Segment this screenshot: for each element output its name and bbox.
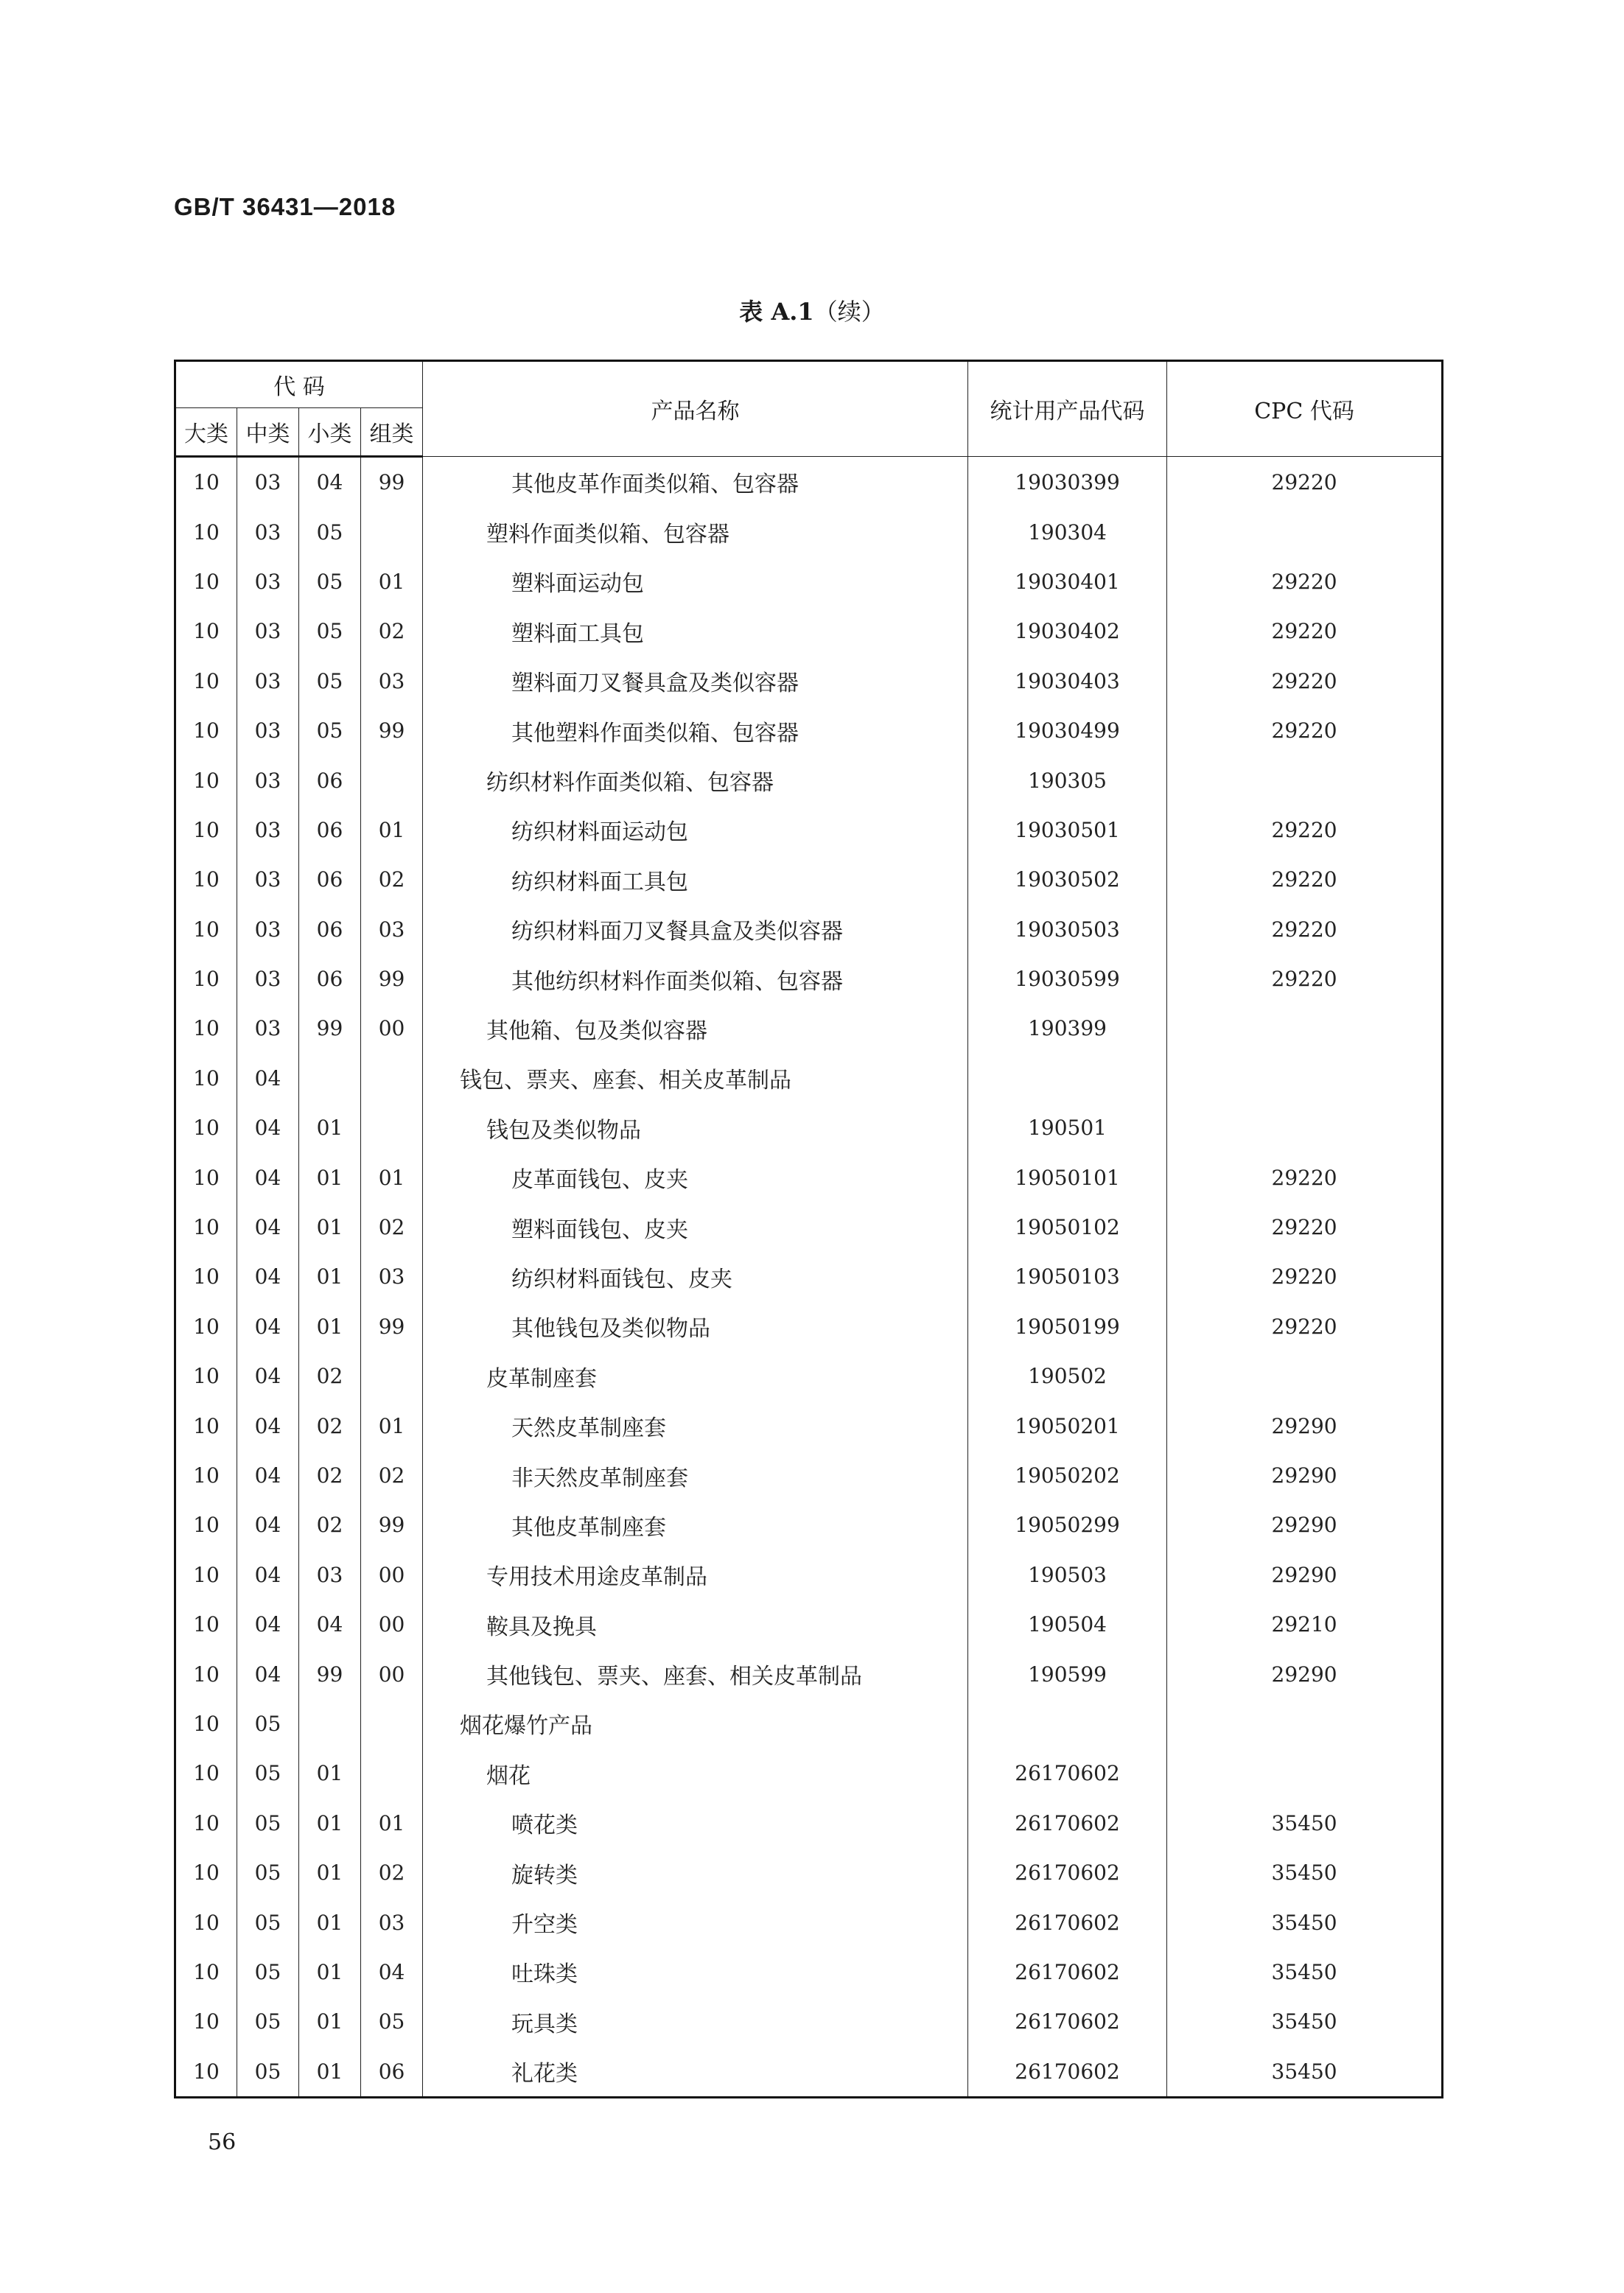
product-code-table bbox=[174, 360, 1443, 2098]
cell-medium: 04 bbox=[237, 1600, 299, 1649]
cell-minor: 01 bbox=[299, 1103, 361, 1152]
cell-group: 99 bbox=[361, 1500, 423, 1550]
cell-stat-code: 19050102 bbox=[968, 1202, 1167, 1252]
cell-medium: 04 bbox=[237, 1152, 299, 1202]
cell-major: 10 bbox=[175, 1302, 237, 1351]
cell-stat-code bbox=[968, 1699, 1167, 1748]
cell-medium: 03 bbox=[237, 855, 299, 904]
table-row bbox=[175, 1997, 1443, 2046]
table-row bbox=[175, 1302, 1443, 1351]
cell-cpc-code: 29220 bbox=[1167, 1302, 1443, 1351]
cell-stat-code: 26170602 bbox=[968, 1748, 1167, 1798]
cell-group: 02 bbox=[361, 1451, 423, 1500]
cell-major: 10 bbox=[175, 1649, 237, 1698]
cell-major: 10 bbox=[175, 657, 237, 706]
cell-cpc-code: 35450 bbox=[1167, 1997, 1443, 2046]
cell-medium: 03 bbox=[237, 805, 299, 855]
cell-medium: 05 bbox=[237, 2047, 299, 2098]
cell-cpc-code bbox=[1167, 1004, 1443, 1053]
cell-stat-code: 26170602 bbox=[968, 1947, 1167, 1997]
cell-medium: 05 bbox=[237, 1848, 299, 1897]
cell-major: 10 bbox=[175, 1699, 237, 1748]
cell-stat-code: 26170602 bbox=[968, 1997, 1167, 2046]
cell-minor: 06 bbox=[299, 954, 361, 1004]
cell-minor bbox=[299, 1054, 361, 1103]
cell-stat-code: 19030502 bbox=[968, 855, 1167, 904]
cell-minor: 02 bbox=[299, 1500, 361, 1550]
cell-group: 01 bbox=[361, 805, 423, 855]
cell-group: 01 bbox=[361, 557, 423, 606]
page-number: 56 bbox=[208, 2129, 237, 2155]
cell-group bbox=[361, 1103, 423, 1152]
cell-medium: 04 bbox=[237, 1302, 299, 1351]
cell-medium: 04 bbox=[237, 1401, 299, 1450]
header-stat-code: 统计用产品代码 bbox=[968, 361, 1167, 457]
cell-major: 10 bbox=[175, 1103, 237, 1152]
cell-major: 10 bbox=[175, 1799, 237, 1848]
cell-stat-code: 190305 bbox=[968, 755, 1167, 805]
table-row bbox=[175, 1848, 1443, 1897]
cell-major: 10 bbox=[175, 805, 237, 855]
cell-product-name: 烟花爆竹产品 bbox=[423, 1699, 968, 1748]
cell-stat-code: 19050101 bbox=[968, 1152, 1167, 1202]
table-row bbox=[175, 1451, 1443, 1500]
cell-cpc-code bbox=[1167, 755, 1443, 805]
cell-product-name: 吐珠类 bbox=[423, 1947, 968, 1997]
cell-group: 04 bbox=[361, 1947, 423, 1997]
cell-cpc-code: 29220 bbox=[1167, 805, 1443, 855]
table-row bbox=[175, 755, 1443, 805]
cell-product-name: 其他钱包、票夹、座套、相关皮革制品 bbox=[423, 1649, 968, 1698]
cell-cpc-code: 29220 bbox=[1167, 954, 1443, 1004]
cell-stat-code: 19050103 bbox=[968, 1252, 1167, 1301]
cell-cpc-code: 35450 bbox=[1167, 1947, 1443, 1997]
cell-major: 10 bbox=[175, 755, 237, 805]
cell-medium: 05 bbox=[237, 1997, 299, 2046]
cell-major: 10 bbox=[175, 1202, 237, 1252]
header-minor: 小类 bbox=[299, 408, 361, 457]
cell-cpc-code bbox=[1167, 1748, 1443, 1798]
cell-product-name: 纺织材料面工具包 bbox=[423, 855, 968, 904]
cell-medium: 03 bbox=[237, 657, 299, 706]
cell-group: 99 bbox=[361, 457, 423, 508]
table-row bbox=[175, 1351, 1443, 1401]
cell-medium: 03 bbox=[237, 1004, 299, 1053]
cell-product-name: 塑料面刀叉餐具盒及类似容器 bbox=[423, 657, 968, 706]
cell-group: 03 bbox=[361, 1252, 423, 1301]
cell-stat-code: 190502 bbox=[968, 1351, 1167, 1401]
cell-medium: 03 bbox=[237, 557, 299, 606]
cell-stat-code: 19030402 bbox=[968, 606, 1167, 656]
table-row bbox=[175, 657, 1443, 706]
header-major: 大类 bbox=[175, 408, 237, 457]
cell-group bbox=[361, 755, 423, 805]
cell-product-name: 其他皮革制座套 bbox=[423, 1500, 968, 1550]
cell-minor: 06 bbox=[299, 855, 361, 904]
cell-minor: 05 bbox=[299, 507, 361, 556]
cell-minor: 02 bbox=[299, 1351, 361, 1401]
cell-stat-code: 19030503 bbox=[968, 905, 1167, 954]
cell-major: 10 bbox=[175, 1252, 237, 1301]
cell-product-name: 塑料面钱包、皮夹 bbox=[423, 1202, 968, 1252]
cell-product-name: 非天然皮革制座套 bbox=[423, 1451, 968, 1500]
cell-group bbox=[361, 1748, 423, 1798]
cell-cpc-code: 29210 bbox=[1167, 1600, 1443, 1649]
cell-cpc-code: 35450 bbox=[1167, 1897, 1443, 1947]
cell-medium: 05 bbox=[237, 1699, 299, 1748]
cell-stat-code: 190504 bbox=[968, 1600, 1167, 1649]
cell-group: 00 bbox=[361, 1600, 423, 1649]
cell-group: 00 bbox=[361, 1004, 423, 1053]
cell-cpc-code: 29220 bbox=[1167, 1252, 1443, 1301]
cell-major: 10 bbox=[175, 1550, 237, 1600]
cell-product-name: 天然皮革制座套 bbox=[423, 1401, 968, 1450]
cell-minor: 01 bbox=[299, 1799, 361, 1848]
cell-minor: 05 bbox=[299, 657, 361, 706]
cell-product-name: 纺织材料作面类似箱、包容器 bbox=[423, 755, 968, 805]
cell-product-name: 其他箱、包及类似容器 bbox=[423, 1004, 968, 1053]
cell-product-name: 其他皮革作面类似箱、包容器 bbox=[423, 457, 968, 508]
table-row bbox=[175, 1699, 1443, 1748]
cell-major: 10 bbox=[175, 1152, 237, 1202]
cell-minor: 06 bbox=[299, 905, 361, 954]
cell-cpc-code: 29220 bbox=[1167, 1202, 1443, 1252]
cell-cpc-code: 29220 bbox=[1167, 557, 1443, 606]
cell-stat-code: 19050202 bbox=[968, 1451, 1167, 1500]
cell-medium: 03 bbox=[237, 954, 299, 1004]
cell-major: 10 bbox=[175, 1897, 237, 1947]
cell-minor: 01 bbox=[299, 1897, 361, 1947]
table-row bbox=[175, 2047, 1443, 2098]
cell-product-name: 玩具类 bbox=[423, 1997, 968, 2046]
cell-group: 01 bbox=[361, 1401, 423, 1450]
cell-minor: 02 bbox=[299, 1451, 361, 1500]
table-row bbox=[175, 954, 1443, 1004]
cell-minor: 01 bbox=[299, 2047, 361, 2098]
cell-cpc-code: 29290 bbox=[1167, 1401, 1443, 1450]
cell-medium: 04 bbox=[237, 1103, 299, 1152]
table-row bbox=[175, 507, 1443, 556]
cell-cpc-code bbox=[1167, 507, 1443, 556]
cell-product-name: 鞍具及挽具 bbox=[423, 1600, 968, 1649]
cell-medium: 04 bbox=[237, 1202, 299, 1252]
table-row bbox=[175, 706, 1443, 755]
table-row bbox=[175, 1500, 1443, 1550]
cell-minor: 01 bbox=[299, 1997, 361, 2046]
cell-cpc-code: 35450 bbox=[1167, 2047, 1443, 2098]
cell-medium: 05 bbox=[237, 1947, 299, 1997]
cell-medium: 04 bbox=[237, 1054, 299, 1103]
cell-major: 10 bbox=[175, 905, 237, 954]
table-row bbox=[175, 1799, 1443, 1848]
cell-minor: 99 bbox=[299, 1004, 361, 1053]
cell-group: 03 bbox=[361, 657, 423, 706]
cell-group: 02 bbox=[361, 1848, 423, 1897]
table-title-suffix: （续） bbox=[813, 298, 885, 326]
cell-group: 03 bbox=[361, 905, 423, 954]
table-row bbox=[175, 805, 1443, 855]
cell-cpc-code: 29220 bbox=[1167, 855, 1443, 904]
cell-minor: 03 bbox=[299, 1550, 361, 1600]
cell-product-name: 礼花类 bbox=[423, 2047, 968, 2098]
cell-cpc-code bbox=[1167, 1103, 1443, 1152]
cell-medium: 03 bbox=[237, 755, 299, 805]
cell-cpc-code: 29290 bbox=[1167, 1649, 1443, 1698]
cell-major: 10 bbox=[175, 1848, 237, 1897]
cell-cpc-code bbox=[1167, 1351, 1443, 1401]
table-row bbox=[175, 1550, 1443, 1600]
cell-medium: 03 bbox=[237, 706, 299, 755]
cell-product-name: 纺织材料面钱包、皮夹 bbox=[423, 1252, 968, 1301]
cell-stat-code: 190599 bbox=[968, 1649, 1167, 1698]
cell-stat-code: 190399 bbox=[968, 1004, 1167, 1053]
cell-minor: 04 bbox=[299, 457, 361, 508]
table-row bbox=[175, 1252, 1443, 1301]
cell-group bbox=[361, 1054, 423, 1103]
header-code-group: 代 码 bbox=[175, 361, 423, 408]
cell-major: 10 bbox=[175, 606, 237, 656]
cell-medium: 05 bbox=[237, 1799, 299, 1848]
cell-major: 10 bbox=[175, 1401, 237, 1450]
cell-stat-code: 26170602 bbox=[968, 2047, 1167, 2098]
cell-medium: 05 bbox=[237, 1897, 299, 1947]
cell-minor: 06 bbox=[299, 805, 361, 855]
cell-minor: 99 bbox=[299, 1649, 361, 1698]
cell-stat-code: 26170602 bbox=[968, 1799, 1167, 1848]
cell-product-name: 塑料面运动包 bbox=[423, 557, 968, 606]
cell-product-name: 塑料作面类似箱、包容器 bbox=[423, 507, 968, 556]
cell-stat-code: 26170602 bbox=[968, 1897, 1167, 1947]
cell-product-name: 专用技术用途皮革制品 bbox=[423, 1550, 968, 1600]
cell-medium: 05 bbox=[237, 1748, 299, 1798]
cell-group: 05 bbox=[361, 1997, 423, 2046]
cell-major: 10 bbox=[175, 1997, 237, 2046]
cell-product-name: 旋转类 bbox=[423, 1848, 968, 1897]
cell-major: 10 bbox=[175, 706, 237, 755]
cell-group: 03 bbox=[361, 1897, 423, 1947]
cell-major: 10 bbox=[175, 1600, 237, 1649]
cell-product-name: 钱包及类似物品 bbox=[423, 1103, 968, 1152]
table-row bbox=[175, 1947, 1443, 1997]
table-title bbox=[0, 293, 1624, 327]
table-row bbox=[175, 1401, 1443, 1450]
table-row bbox=[175, 1897, 1443, 1947]
cell-cpc-code: 29220 bbox=[1167, 706, 1443, 755]
cell-minor: 05 bbox=[299, 557, 361, 606]
cell-major: 10 bbox=[175, 1748, 237, 1798]
cell-medium: 04 bbox=[237, 1550, 299, 1600]
cell-group: 06 bbox=[361, 2047, 423, 2098]
cell-group: 00 bbox=[361, 1550, 423, 1600]
cell-group: 99 bbox=[361, 706, 423, 755]
header-product-name: 产品名称 bbox=[423, 361, 968, 457]
cell-minor bbox=[299, 1699, 361, 1748]
cell-major: 10 bbox=[175, 1004, 237, 1053]
cell-stat-code: 190503 bbox=[968, 1550, 1167, 1600]
cell-product-name: 其他塑料作面类似箱、包容器 bbox=[423, 706, 968, 755]
table-row bbox=[175, 1202, 1443, 1252]
table-row bbox=[175, 1054, 1443, 1103]
cell-group: 01 bbox=[361, 1799, 423, 1848]
cell-major: 10 bbox=[175, 855, 237, 904]
cell-group bbox=[361, 1351, 423, 1401]
cell-stat-code: 19030403 bbox=[968, 657, 1167, 706]
table-row bbox=[175, 606, 1443, 656]
cell-major: 10 bbox=[175, 457, 237, 508]
table-row bbox=[175, 1004, 1443, 1053]
table-row bbox=[175, 557, 1443, 606]
cell-major: 10 bbox=[175, 507, 237, 556]
cell-group: 99 bbox=[361, 1302, 423, 1351]
cell-stat-code: 19050201 bbox=[968, 1401, 1167, 1450]
cell-stat-code: 19030399 bbox=[968, 457, 1167, 508]
cell-cpc-code: 29220 bbox=[1167, 1152, 1443, 1202]
cell-product-name: 纺织材料面刀叉餐具盒及类似容器 bbox=[423, 905, 968, 954]
cell-major: 10 bbox=[175, 1500, 237, 1550]
cell-stat-code: 19030501 bbox=[968, 805, 1167, 855]
table-row bbox=[175, 905, 1443, 954]
table-row bbox=[175, 457, 1443, 508]
cell-cpc-code bbox=[1167, 1699, 1443, 1748]
cell-major: 10 bbox=[175, 2047, 237, 2098]
cell-medium: 04 bbox=[237, 1351, 299, 1401]
cell-stat-code: 190304 bbox=[968, 507, 1167, 556]
header-medium: 中类 bbox=[237, 408, 299, 457]
cell-major: 10 bbox=[175, 557, 237, 606]
cell-stat-code: 190501 bbox=[968, 1103, 1167, 1152]
cell-stat-code: 19030499 bbox=[968, 706, 1167, 755]
table-body bbox=[175, 457, 1443, 2098]
cell-product-name: 烟花 bbox=[423, 1748, 968, 1798]
cell-major: 10 bbox=[175, 1947, 237, 1997]
cell-stat-code: 26170602 bbox=[968, 1848, 1167, 1897]
cell-stat-code bbox=[968, 1054, 1167, 1103]
cell-cpc-code: 29220 bbox=[1167, 905, 1443, 954]
header-cpc-code: CPC 代码 bbox=[1167, 361, 1443, 457]
table-row bbox=[175, 1103, 1443, 1152]
cell-minor: 01 bbox=[299, 1947, 361, 1997]
table-row bbox=[175, 1748, 1443, 1798]
cell-cpc-code: 29220 bbox=[1167, 657, 1443, 706]
cell-major: 10 bbox=[175, 1451, 237, 1500]
table-title-prefix: 表 A.1 bbox=[739, 298, 814, 326]
standard-code: GB/T 36431—2018 bbox=[174, 193, 396, 220]
cell-group: 99 bbox=[361, 954, 423, 1004]
cell-major: 10 bbox=[175, 1054, 237, 1103]
cell-medium: 04 bbox=[237, 1252, 299, 1301]
table-row bbox=[175, 1600, 1443, 1649]
cell-group bbox=[361, 507, 423, 556]
cell-group: 01 bbox=[361, 1152, 423, 1202]
cell-medium: 04 bbox=[237, 1451, 299, 1500]
header-group: 组类 bbox=[361, 408, 423, 457]
cell-group: 02 bbox=[361, 1202, 423, 1252]
cell-stat-code: 19030599 bbox=[968, 954, 1167, 1004]
cell-product-name: 皮革面钱包、皮夹 bbox=[423, 1152, 968, 1202]
cell-minor: 02 bbox=[299, 1401, 361, 1450]
cell-group: 02 bbox=[361, 606, 423, 656]
cell-minor: 04 bbox=[299, 1600, 361, 1649]
cell-product-name: 塑料面工具包 bbox=[423, 606, 968, 656]
cell-stat-code: 19030401 bbox=[968, 557, 1167, 606]
table-row bbox=[175, 1649, 1443, 1698]
cell-medium: 03 bbox=[237, 507, 299, 556]
cell-group bbox=[361, 1699, 423, 1748]
cell-cpc-code: 29290 bbox=[1167, 1550, 1443, 1600]
cell-minor: 05 bbox=[299, 606, 361, 656]
cell-cpc-code: 29220 bbox=[1167, 457, 1443, 508]
cell-minor: 05 bbox=[299, 706, 361, 755]
cell-product-name: 皮革制座套 bbox=[423, 1351, 968, 1401]
cell-medium: 03 bbox=[237, 457, 299, 508]
cell-major: 10 bbox=[175, 954, 237, 1004]
cell-product-name: 钱包、票夹、座套、相关皮革制品 bbox=[423, 1054, 968, 1103]
cell-minor: 06 bbox=[299, 755, 361, 805]
cell-minor: 01 bbox=[299, 1748, 361, 1798]
cell-cpc-code: 29290 bbox=[1167, 1451, 1443, 1500]
cell-stat-code: 19050299 bbox=[968, 1500, 1167, 1550]
cell-product-name: 其他纺织材料作面类似箱、包容器 bbox=[423, 954, 968, 1004]
cell-minor: 01 bbox=[299, 1848, 361, 1897]
cell-minor: 01 bbox=[299, 1202, 361, 1252]
cell-cpc-code: 29290 bbox=[1167, 1500, 1443, 1550]
cell-cpc-code: 35450 bbox=[1167, 1799, 1443, 1848]
table-row bbox=[175, 1152, 1443, 1202]
cell-cpc-code: 35450 bbox=[1167, 1848, 1443, 1897]
cell-minor: 01 bbox=[299, 1302, 361, 1351]
table-row bbox=[175, 855, 1443, 904]
cell-cpc-code bbox=[1167, 1054, 1443, 1103]
cell-minor: 01 bbox=[299, 1252, 361, 1301]
cell-product-name: 其他钱包及类似物品 bbox=[423, 1302, 968, 1351]
cell-major: 10 bbox=[175, 1351, 237, 1401]
cell-medium: 04 bbox=[237, 1500, 299, 1550]
cell-minor: 01 bbox=[299, 1152, 361, 1202]
cell-product-name: 升空类 bbox=[423, 1897, 968, 1947]
cell-group: 00 bbox=[361, 1649, 423, 1698]
cell-medium: 04 bbox=[237, 1649, 299, 1698]
cell-cpc-code: 29220 bbox=[1167, 606, 1443, 656]
cell-medium: 03 bbox=[237, 905, 299, 954]
cell-product-name: 喷花类 bbox=[423, 1799, 968, 1848]
cell-stat-code: 19050199 bbox=[968, 1302, 1167, 1351]
cell-medium: 03 bbox=[237, 606, 299, 656]
cell-group: 02 bbox=[361, 855, 423, 904]
cell-product-name: 纺织材料面运动包 bbox=[423, 805, 968, 855]
